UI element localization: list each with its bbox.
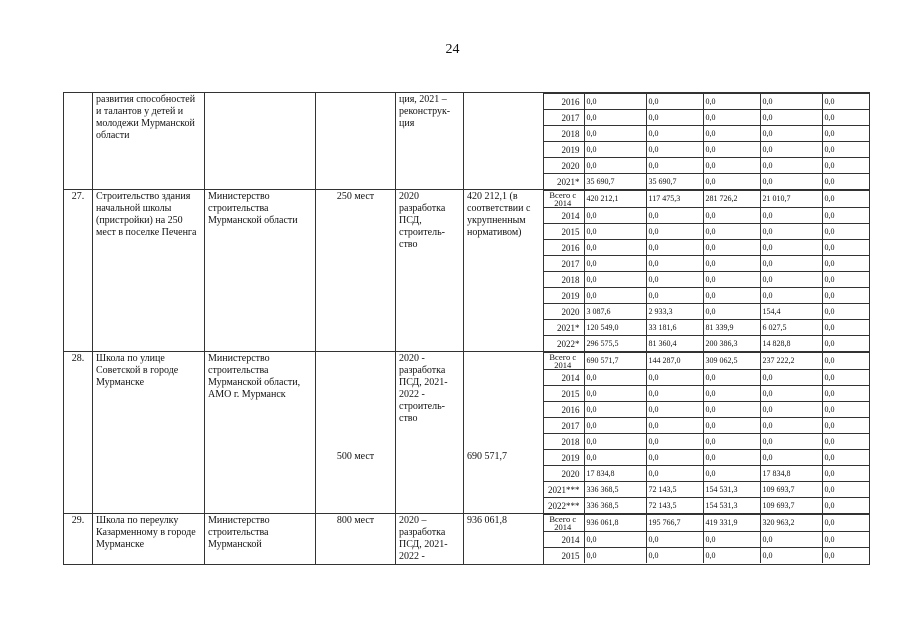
funding-value: 0,0 (703, 548, 760, 564)
year-row (544, 336, 870, 352)
funding-value: 0,0 (822, 272, 870, 288)
page-number: 24 (445, 42, 460, 57)
year-row (544, 532, 870, 548)
year-label: 2021*** (544, 482, 584, 498)
funding-value: 200 386,3 (703, 336, 760, 352)
funding-by-year (544, 514, 870, 565)
estimated-cost (464, 93, 544, 190)
funding-value: 0,0 (760, 434, 822, 450)
funding-value: 0,0 (703, 450, 760, 466)
funding-value: 0,0 (584, 158, 646, 174)
funding-value: 0,0 (760, 174, 822, 190)
funding-value: 14 828,8 (760, 336, 822, 352)
year-row (544, 158, 870, 174)
object-name: Строительство здания начальной школы (пристройки) на 250 мест в поселке Печенга (93, 190, 205, 352)
funding-value: 0,0 (584, 110, 646, 126)
funding-value: 0,0 (703, 174, 760, 190)
funding-value: 0,0 (646, 142, 703, 158)
object-table (63, 92, 870, 565)
funding-value: 336 368,5 (584, 482, 646, 498)
funding-value: 0,0 (584, 126, 646, 142)
funding-value: 0,0 (646, 434, 703, 450)
funding-value: 0,0 (822, 450, 870, 466)
year-label: 2022* (544, 336, 584, 352)
funding-value: 0,0 (822, 240, 870, 256)
funding-value: 0,0 (760, 158, 822, 174)
funding-value: 0,0 (822, 498, 870, 514)
year-label: 2017 (544, 110, 584, 126)
year-label: 2015 (544, 386, 584, 402)
funding-value: 0,0 (822, 208, 870, 224)
year-row (544, 386, 870, 402)
funding-value: 336 368,5 (584, 498, 646, 514)
year-row (544, 434, 870, 450)
funding-value: 0,0 (760, 126, 822, 142)
funding-value: 0,0 (703, 142, 760, 158)
funding-value: 0,0 (646, 450, 703, 466)
funding-value: 21 010,7 (760, 191, 822, 208)
year-label: 2019 (544, 142, 584, 158)
year-row (544, 256, 870, 272)
funding-value: 0,0 (703, 418, 760, 434)
funding-value: 109 693,7 (760, 498, 822, 514)
year-row (544, 110, 870, 126)
object-number: 29. (64, 514, 93, 565)
funding-value: 936 061,8 (584, 515, 646, 532)
funding-value: 0,0 (822, 191, 870, 208)
funding-value: 0,0 (703, 304, 760, 320)
funding-value: 0,0 (584, 370, 646, 386)
capacity (316, 93, 396, 190)
funding-value: 17 834,8 (584, 466, 646, 482)
funding-value: 0,0 (584, 272, 646, 288)
funding-value: 0,0 (822, 402, 870, 418)
object-name: развития способностей и талантов у детей и молодежи Мурманской области (93, 93, 205, 190)
year-label: 2016 (544, 240, 584, 256)
funding-value: 281 726,2 (703, 191, 760, 208)
year-row (544, 353, 870, 370)
funding-value: 81 360,4 (646, 336, 703, 352)
funding-value: 154 531,3 (703, 498, 760, 514)
year-label: 2019 (544, 288, 584, 304)
funding-value: 0,0 (822, 320, 870, 336)
funding-value: 0,0 (703, 466, 760, 482)
year-row (544, 498, 870, 514)
funding-value: 0,0 (584, 402, 646, 418)
funding-value: 0,0 (760, 256, 822, 272)
year-row (544, 304, 870, 320)
funding-value: 0,0 (822, 304, 870, 320)
funding-value: 0,0 (760, 450, 822, 466)
capacity: 800 мест (316, 514, 396, 565)
customer: Министерство строительства Мурманской области (205, 190, 316, 352)
year-label: 2020 (544, 158, 584, 174)
funding-by-year (544, 93, 870, 190)
year-row (544, 126, 870, 142)
year-row (544, 548, 870, 564)
funding-value: 17 834,8 (760, 466, 822, 482)
year-label: 2022*** (544, 498, 584, 514)
funding-value: 0,0 (646, 532, 703, 548)
year-label: 2014 (544, 370, 584, 386)
funding-value: 120 549,0 (584, 320, 646, 336)
capacity: 250 мест (316, 190, 396, 352)
funding-value: 0,0 (703, 208, 760, 224)
year-label: 2017 (544, 256, 584, 272)
implementation-stage: ция, 2021 – реконструк-ция (396, 93, 464, 190)
funding-value: 0,0 (584, 450, 646, 466)
funding-value: 419 331,9 (703, 515, 760, 532)
object-name: Школа по переулку Казарменному в городе Мурманске (93, 514, 205, 565)
year-label: 2019 (544, 450, 584, 466)
funding-value: 0,0 (584, 142, 646, 158)
funding-value: 0,0 (703, 370, 760, 386)
funding-value: 0,0 (584, 386, 646, 402)
year-label: 2016 (544, 402, 584, 418)
year-row (544, 482, 870, 498)
table-row (64, 352, 870, 514)
funding-value: 2 933,3 (646, 304, 703, 320)
funding-value: 0,0 (646, 94, 703, 110)
estimated-cost: 420 212,1 (в соответствии с укрупненным нормативом) (464, 190, 544, 352)
funding-value: 6 027,5 (760, 320, 822, 336)
year-row (544, 224, 870, 240)
funding-value: 0,0 (822, 532, 870, 548)
year-row (544, 450, 870, 466)
year-label: 2014 (544, 208, 584, 224)
year-label: 2018 (544, 434, 584, 450)
year-label: Всего с 2014 (544, 353, 584, 370)
year-row (544, 240, 870, 256)
funding-value: 0,0 (703, 434, 760, 450)
funding-value: 0,0 (822, 142, 870, 158)
funding-value: 35 690,7 (584, 174, 646, 190)
funding-value: 0,0 (584, 288, 646, 304)
funding-value: 0,0 (760, 142, 822, 158)
funding-value: 0,0 (703, 288, 760, 304)
funding-value: 0,0 (646, 418, 703, 434)
funding-value: 144 287,0 (646, 353, 703, 370)
funding-value: 0,0 (584, 256, 646, 272)
year-label: 2018 (544, 126, 584, 142)
funding-value: 0,0 (822, 94, 870, 110)
funding-value: 3 087,6 (584, 304, 646, 320)
funding-value: 0,0 (760, 548, 822, 564)
funding-value: 0,0 (646, 126, 703, 142)
year-row (544, 94, 870, 110)
funding-value: 0,0 (646, 548, 703, 564)
funding-value: 0,0 (822, 434, 870, 450)
funding-value: 420 212,1 (584, 191, 646, 208)
funding-value: 0,0 (822, 482, 870, 498)
year-row (544, 288, 870, 304)
estimated-cost: 936 061,8 (464, 514, 544, 565)
funding-by-year (544, 190, 870, 352)
funding-value: 0,0 (646, 370, 703, 386)
funding-value: 154,4 (760, 304, 822, 320)
funding-value: 0,0 (703, 224, 760, 240)
funding-value: 0,0 (822, 418, 870, 434)
funding-value: 690 571,7 (584, 353, 646, 370)
funding-value: 0,0 (822, 386, 870, 402)
year-label: 2021* (544, 174, 584, 190)
customer (205, 93, 316, 190)
funding-value: 0,0 (584, 208, 646, 224)
funding-value: 0,0 (646, 288, 703, 304)
funding-value: 0,0 (703, 240, 760, 256)
funding-value: 320 963,2 (760, 515, 822, 532)
funding-value: 0,0 (822, 174, 870, 190)
table-row (64, 190, 870, 352)
object-name: Школа по улице Советской в городе Мурманске (93, 352, 205, 514)
funding-value: 33 181,6 (646, 320, 703, 336)
estimated-cost: 690 571,7 (464, 352, 544, 514)
funding-value: 0,0 (760, 110, 822, 126)
funding-value: 0,0 (703, 158, 760, 174)
funding-value: 0,0 (760, 418, 822, 434)
funding-value: 0,0 (822, 336, 870, 352)
funding-value: 0,0 (760, 402, 822, 418)
year-row (544, 515, 870, 532)
year-row (544, 191, 870, 208)
object-number: 27. (64, 190, 93, 352)
funding-value: 0,0 (584, 94, 646, 110)
funding-value: 0,0 (646, 402, 703, 418)
implementation-stage: 2020 – разработка ПСД, 2021-2022 - (396, 514, 464, 565)
implementation-stage: 2020 - разработка ПСД, 2021-2022 - строитель-ство (396, 352, 464, 514)
funding-value: 0,0 (584, 240, 646, 256)
funding-value: 309 062,5 (703, 353, 760, 370)
funding-value: 0,0 (822, 288, 870, 304)
year-label: 2014 (544, 532, 584, 548)
year-row (544, 370, 870, 386)
funding-value: 0,0 (760, 272, 822, 288)
customer: Министерство строительства Мурманской (205, 514, 316, 565)
funding-by-year (544, 352, 870, 514)
year-label: Всего с 2014 (544, 191, 584, 208)
funding-value: 237 222,2 (760, 353, 822, 370)
funding-value: 0,0 (822, 548, 870, 564)
funding-value: 0,0 (822, 466, 870, 482)
funding-value: 154 531,3 (703, 482, 760, 498)
year-label: 2018 (544, 272, 584, 288)
year-label: 2015 (544, 224, 584, 240)
funding-value: 0,0 (760, 386, 822, 402)
funding-value: 0,0 (822, 158, 870, 174)
funding-value: 0,0 (584, 418, 646, 434)
funding-value: 0,0 (822, 515, 870, 532)
funding-value: 0,0 (822, 126, 870, 142)
funding-value: 0,0 (760, 532, 822, 548)
table-row (64, 93, 870, 190)
funding-value: 0,0 (646, 224, 703, 240)
customer: Министерство строительства Мурманской области, АМО г. Мурманск (205, 352, 316, 514)
implementation-stage: 2020 разработка ПСД, строитель-ство (396, 190, 464, 352)
funding-value: 0,0 (703, 386, 760, 402)
funding-value: 0,0 (703, 532, 760, 548)
funding-value: 0,0 (646, 110, 703, 126)
funding-value: 0,0 (646, 386, 703, 402)
year-label: 2020 (544, 304, 584, 320)
funding-value: 0,0 (760, 288, 822, 304)
year-row (544, 320, 870, 336)
funding-value: 0,0 (822, 353, 870, 370)
year-label: 2015 (544, 548, 584, 564)
year-label: 2020 (544, 466, 584, 482)
year-row (544, 272, 870, 288)
funding-value: 0,0 (760, 240, 822, 256)
year-row (544, 142, 870, 158)
funding-value: 0,0 (584, 224, 646, 240)
funding-value: 117 475,3 (646, 191, 703, 208)
funding-value: 0,0 (822, 224, 870, 240)
funding-value: 35 690,7 (646, 174, 703, 190)
year-row (544, 402, 870, 418)
funding-value: 72 143,5 (646, 498, 703, 514)
funding-value: 0,0 (760, 208, 822, 224)
funding-value: 0,0 (822, 256, 870, 272)
funding-value: 0,0 (703, 402, 760, 418)
funding-value: 0,0 (822, 110, 870, 126)
funding-value: 109 693,7 (760, 482, 822, 498)
year-row (544, 418, 870, 434)
funding-value: 0,0 (760, 224, 822, 240)
funding-value: 72 143,5 (646, 482, 703, 498)
funding-value: 0,0 (703, 126, 760, 142)
funding-value: 0,0 (703, 94, 760, 110)
funding-value: 0,0 (646, 256, 703, 272)
year-row (544, 466, 870, 482)
funding-value: 195 766,7 (646, 515, 703, 532)
funding-value: 0,0 (822, 370, 870, 386)
capacity: 500 мест (316, 352, 396, 514)
funding-value: 0,0 (760, 94, 822, 110)
object-number (64, 93, 93, 190)
funding-value: 0,0 (646, 466, 703, 482)
funding-value: 0,0 (646, 272, 703, 288)
funding-value: 0,0 (646, 208, 703, 224)
year-label: Всего с 2014 (544, 515, 584, 532)
year-row (544, 174, 870, 190)
year-label: 2016 (544, 94, 584, 110)
funding-value: 0,0 (584, 434, 646, 450)
year-row (544, 208, 870, 224)
funding-value: 81 339,9 (703, 320, 760, 336)
object-number: 28. (64, 352, 93, 514)
funding-value: 0,0 (703, 256, 760, 272)
funding-value: 0,0 (646, 158, 703, 174)
funding-value: 0,0 (760, 370, 822, 386)
table-row (64, 514, 870, 565)
year-label: 2021* (544, 320, 584, 336)
funding-value: 0,0 (703, 272, 760, 288)
funding-value: 0,0 (584, 548, 646, 564)
funding-value: 0,0 (646, 240, 703, 256)
funding-value: 0,0 (703, 110, 760, 126)
year-label: 2017 (544, 418, 584, 434)
funding-value: 0,0 (584, 532, 646, 548)
funding-value: 296 575,5 (584, 336, 646, 352)
